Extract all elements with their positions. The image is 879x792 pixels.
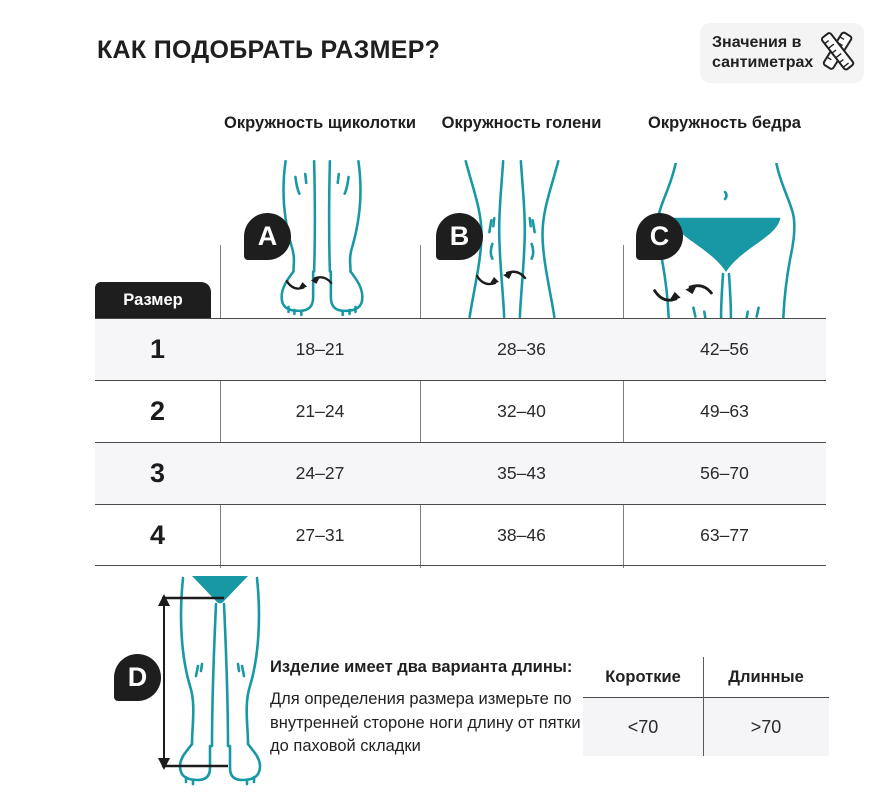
hip-measure-arrow bbox=[650, 280, 716, 311]
size-table bbox=[95, 318, 826, 566]
hip-range: 42–56 bbox=[700, 339, 749, 359]
ankle-range: 24–27 bbox=[295, 463, 345, 483]
size-3: 3 bbox=[149, 458, 166, 488]
column-header-calf: Окружность голени bbox=[441, 114, 602, 132]
size-4: 4 bbox=[149, 519, 166, 550]
length-variants-heading: Изделие имеет два варианта длины: bbox=[270, 658, 573, 676]
length-col-long: Длинные bbox=[728, 667, 804, 686]
hip-range: 56–70 bbox=[700, 463, 749, 483]
size-1: 1 bbox=[149, 334, 166, 364]
ruler-icon bbox=[817, 28, 859, 79]
badge-b: B bbox=[436, 213, 483, 260]
table-row bbox=[95, 380, 826, 442]
calf-range: 35–43 bbox=[497, 463, 546, 483]
page-title: КАК ПОДОБРАТЬ РАЗМЕР? bbox=[97, 36, 441, 64]
badge-c: C bbox=[636, 213, 683, 260]
length-measure-description: Для определения размера измерьте по внутренней стороне ноги длину от пятки до паховой складки bbox=[270, 690, 581, 755]
calf-range: 28–36 bbox=[497, 339, 546, 359]
badge-a: A bbox=[244, 213, 291, 260]
ankle-range: 21–24 bbox=[295, 401, 345, 421]
length-short-value: <70 bbox=[627, 716, 659, 737]
column-header-hip: Окружность бедра bbox=[648, 114, 801, 132]
length-table bbox=[583, 657, 829, 756]
size-row-header: Размер bbox=[95, 282, 211, 318]
hip-range: 49–63 bbox=[700, 401, 749, 421]
hip-range: 63–77 bbox=[700, 524, 749, 545]
table-row bbox=[95, 318, 826, 380]
length-table-values bbox=[583, 698, 829, 756]
length-table-divider bbox=[703, 657, 704, 756]
ankle-range: 27–31 bbox=[295, 524, 345, 545]
units-note-badge bbox=[700, 23, 864, 83]
length-measure-arrow bbox=[150, 592, 234, 777]
calf-range: 32–40 bbox=[497, 401, 546, 421]
table-row bbox=[95, 504, 826, 566]
table-row bbox=[95, 442, 826, 504]
ankle-measure-arrow bbox=[284, 272, 334, 299]
ankle-range: 18–21 bbox=[295, 339, 345, 359]
calf-range: 38–46 bbox=[497, 524, 546, 545]
size-2: 2 bbox=[149, 396, 166, 426]
units-note-text: Значения в сантиметрах bbox=[712, 34, 814, 71]
column-header-ankle: Окружность щиколотки bbox=[223, 114, 417, 132]
length-table-header bbox=[583, 657, 829, 697]
length-col-short: Короткие bbox=[605, 667, 681, 686]
length-long-value: >70 bbox=[750, 716, 782, 737]
calf-measure-arrow bbox=[474, 266, 528, 295]
badge-d: D bbox=[114, 654, 161, 701]
